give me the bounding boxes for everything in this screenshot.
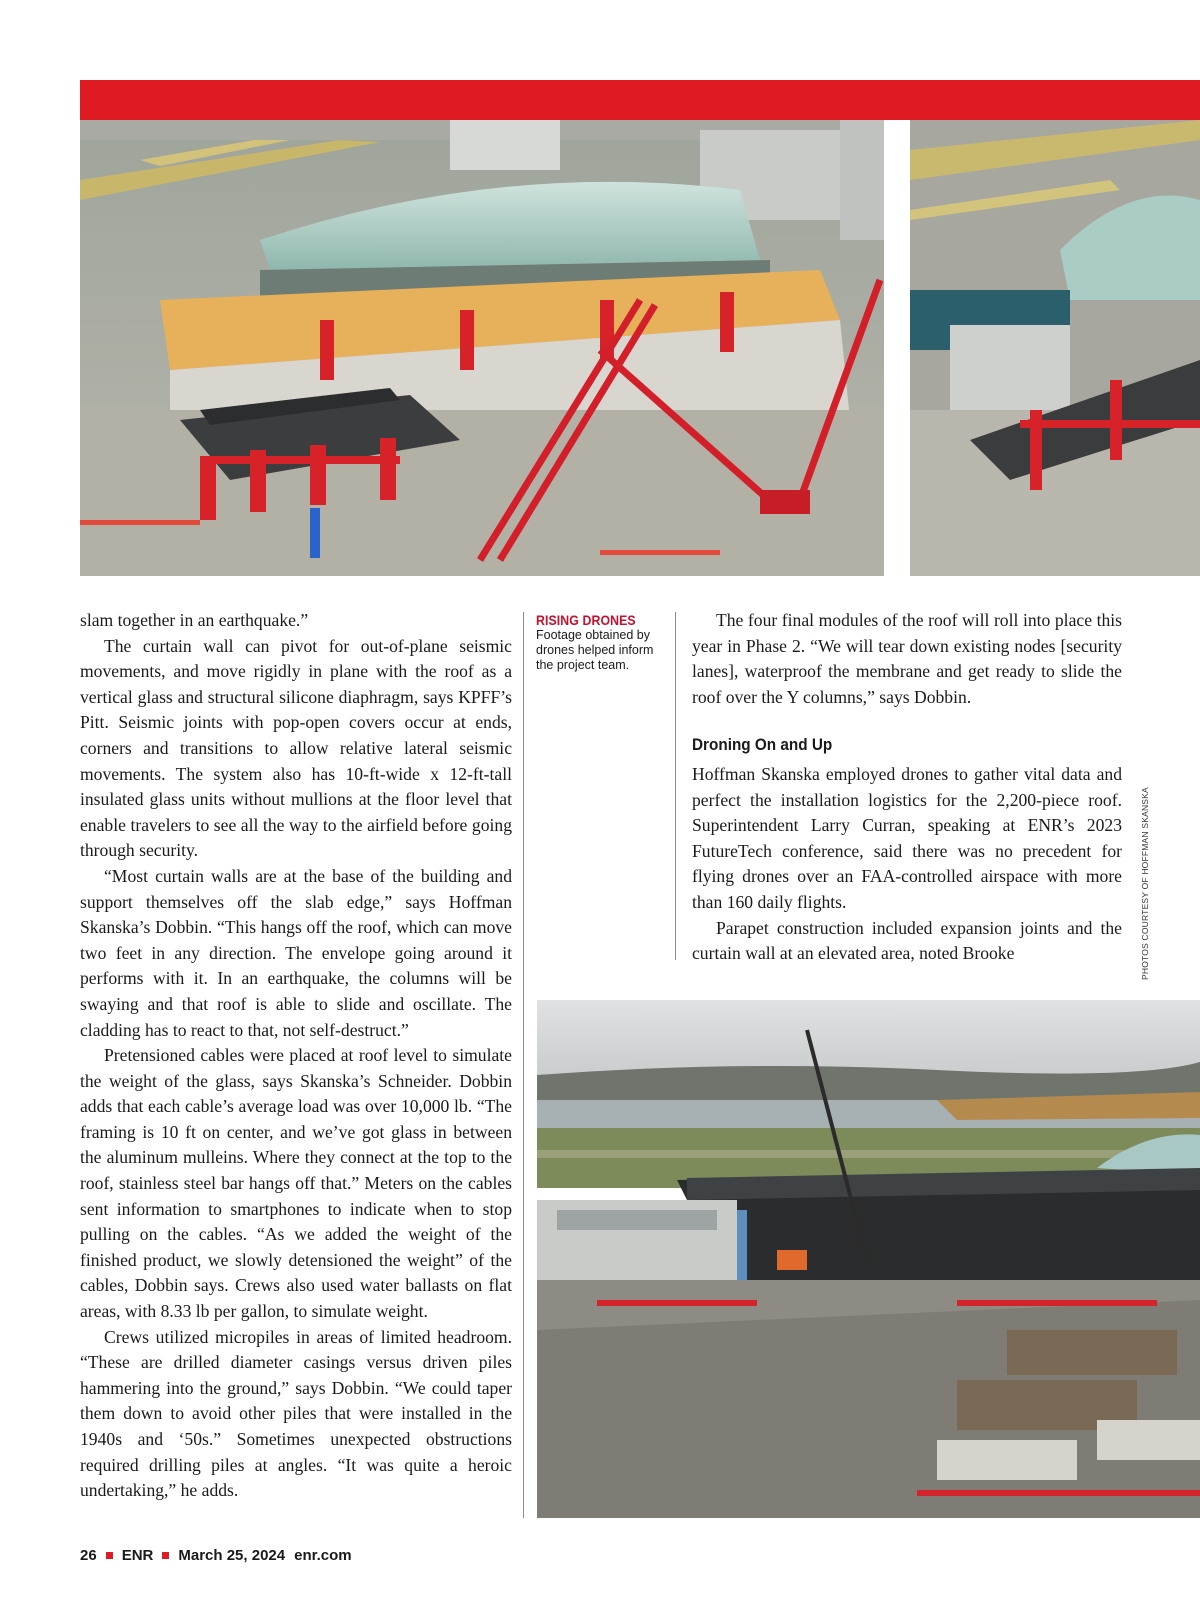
caption-title: RISING DRONES xyxy=(536,612,636,628)
website-link[interactable]: enr.com xyxy=(294,1547,352,1564)
square-bullet-icon xyxy=(162,1552,169,1559)
caption-body: Footage obtained by drones helped inform the project team. xyxy=(536,628,654,672)
paragraph: Pretensioned cables were placed at roof level to simulate the weight of the glass, says Skanska’s Schneider. Dobbin adds that each cable’s average load was over 10,000 lb. “The framing is 10 ft on center, and we’ve got glass in between the aluminum mulleins. Where they connect at the top to the roof, stainless steel bar hangs off that.” Meters on the cables sent information to smartphones to indicate when to stop pulling on the cables. “As we added the weight of the finished product, we slowly detensioned the weight” of the cables, Dobbin says. Crews also used water ballasts on flat areas, with 8.33 lb per gallon, to simulate weight. xyxy=(80,1045,512,1322)
paragraph: The four final modules of the roof will roll into place this year in Phase 2. “We will tear down existing nodes [security lanes], waterproof the membrane and get ready to slide the roof over the Y columns,” says Dobbin. xyxy=(692,610,1122,707)
column-divider xyxy=(523,612,524,1518)
issue-date: March 25, 2024 xyxy=(178,1547,286,1564)
paragraph: Parapet construction included expansion joints and the curtain wall at an elevated area, noted Brooke xyxy=(692,917,1122,964)
photo-caption xyxy=(536,612,664,673)
photo-credit xyxy=(1140,787,1154,980)
paragraph: Hoffman Skanska employed drones to gather vital data and perfect the installation logistics for the 2,200-piece roof. Superintendent Larry Curran, speaking at ENR’s 2023 FutureTech conference, said there was no precedent for flying drones over an FAA-controlled airspace with more than 160 daily flights. xyxy=(692,763,1122,912)
paragraph: “Most curtain walls are at the base of the building and support themselves off the slab edge,” says Hoffman Skanska’s Dobbin. “This hangs off the roof, which can move two feet in any direction. The envelope going around it performs with it. In an earthquake, the columns will be swaying and that roof is able to slide and oscillate. The cladding has to react to that, not self-destruct.” xyxy=(80,865,512,1040)
article-column-right xyxy=(692,608,1122,967)
article-column-left xyxy=(80,608,512,1504)
paragraph: Crews utilized micropiles in areas of limited headroom. “These are drilled diameter casings versus driven piles hammering into the ground,” says Dobbin. “We could taper them down to avoid other piles that were installed in the 1940s and ‘50s.” Sometimes unexpected obstructions required drilling piles at angles. “It was quite a heroic undertaking,” he adds. xyxy=(80,1326,512,1501)
publication-name: ENR xyxy=(121,1547,154,1564)
aerial-terminal-photo xyxy=(537,1000,1200,1518)
column-divider xyxy=(675,612,676,960)
paragraph: The curtain wall can pivot for out-of-plane seismic movements, and move rigidly in plane with the roof as a vertical glass and structural silicone diaphragm, says KPFF’s Pitt. Seismic joints with pop-open covers occur at ends, corners and transitions to allow relative lateral seismic movements. The system also has 10-ft-wide x 12-ft-tall insulated glass units without mullions at the floor level that enable travelers to see all the way to the airfield before going through security. xyxy=(80,635,512,861)
paragraph: slam together in an earthquake.” xyxy=(80,610,309,630)
photo-credit-text: PHOTOS COURTESY OF HOFFMAN SKANSKA xyxy=(1140,787,1150,980)
page-footer xyxy=(80,1547,352,1564)
square-bullet-icon xyxy=(106,1552,113,1559)
aerial-construction-photo-right xyxy=(910,120,1200,576)
header-color-bar xyxy=(80,80,1200,120)
section-subhead: Droning On and Up xyxy=(692,735,833,755)
page-number: 26 xyxy=(80,1547,97,1564)
aerial-construction-photo xyxy=(80,120,884,576)
